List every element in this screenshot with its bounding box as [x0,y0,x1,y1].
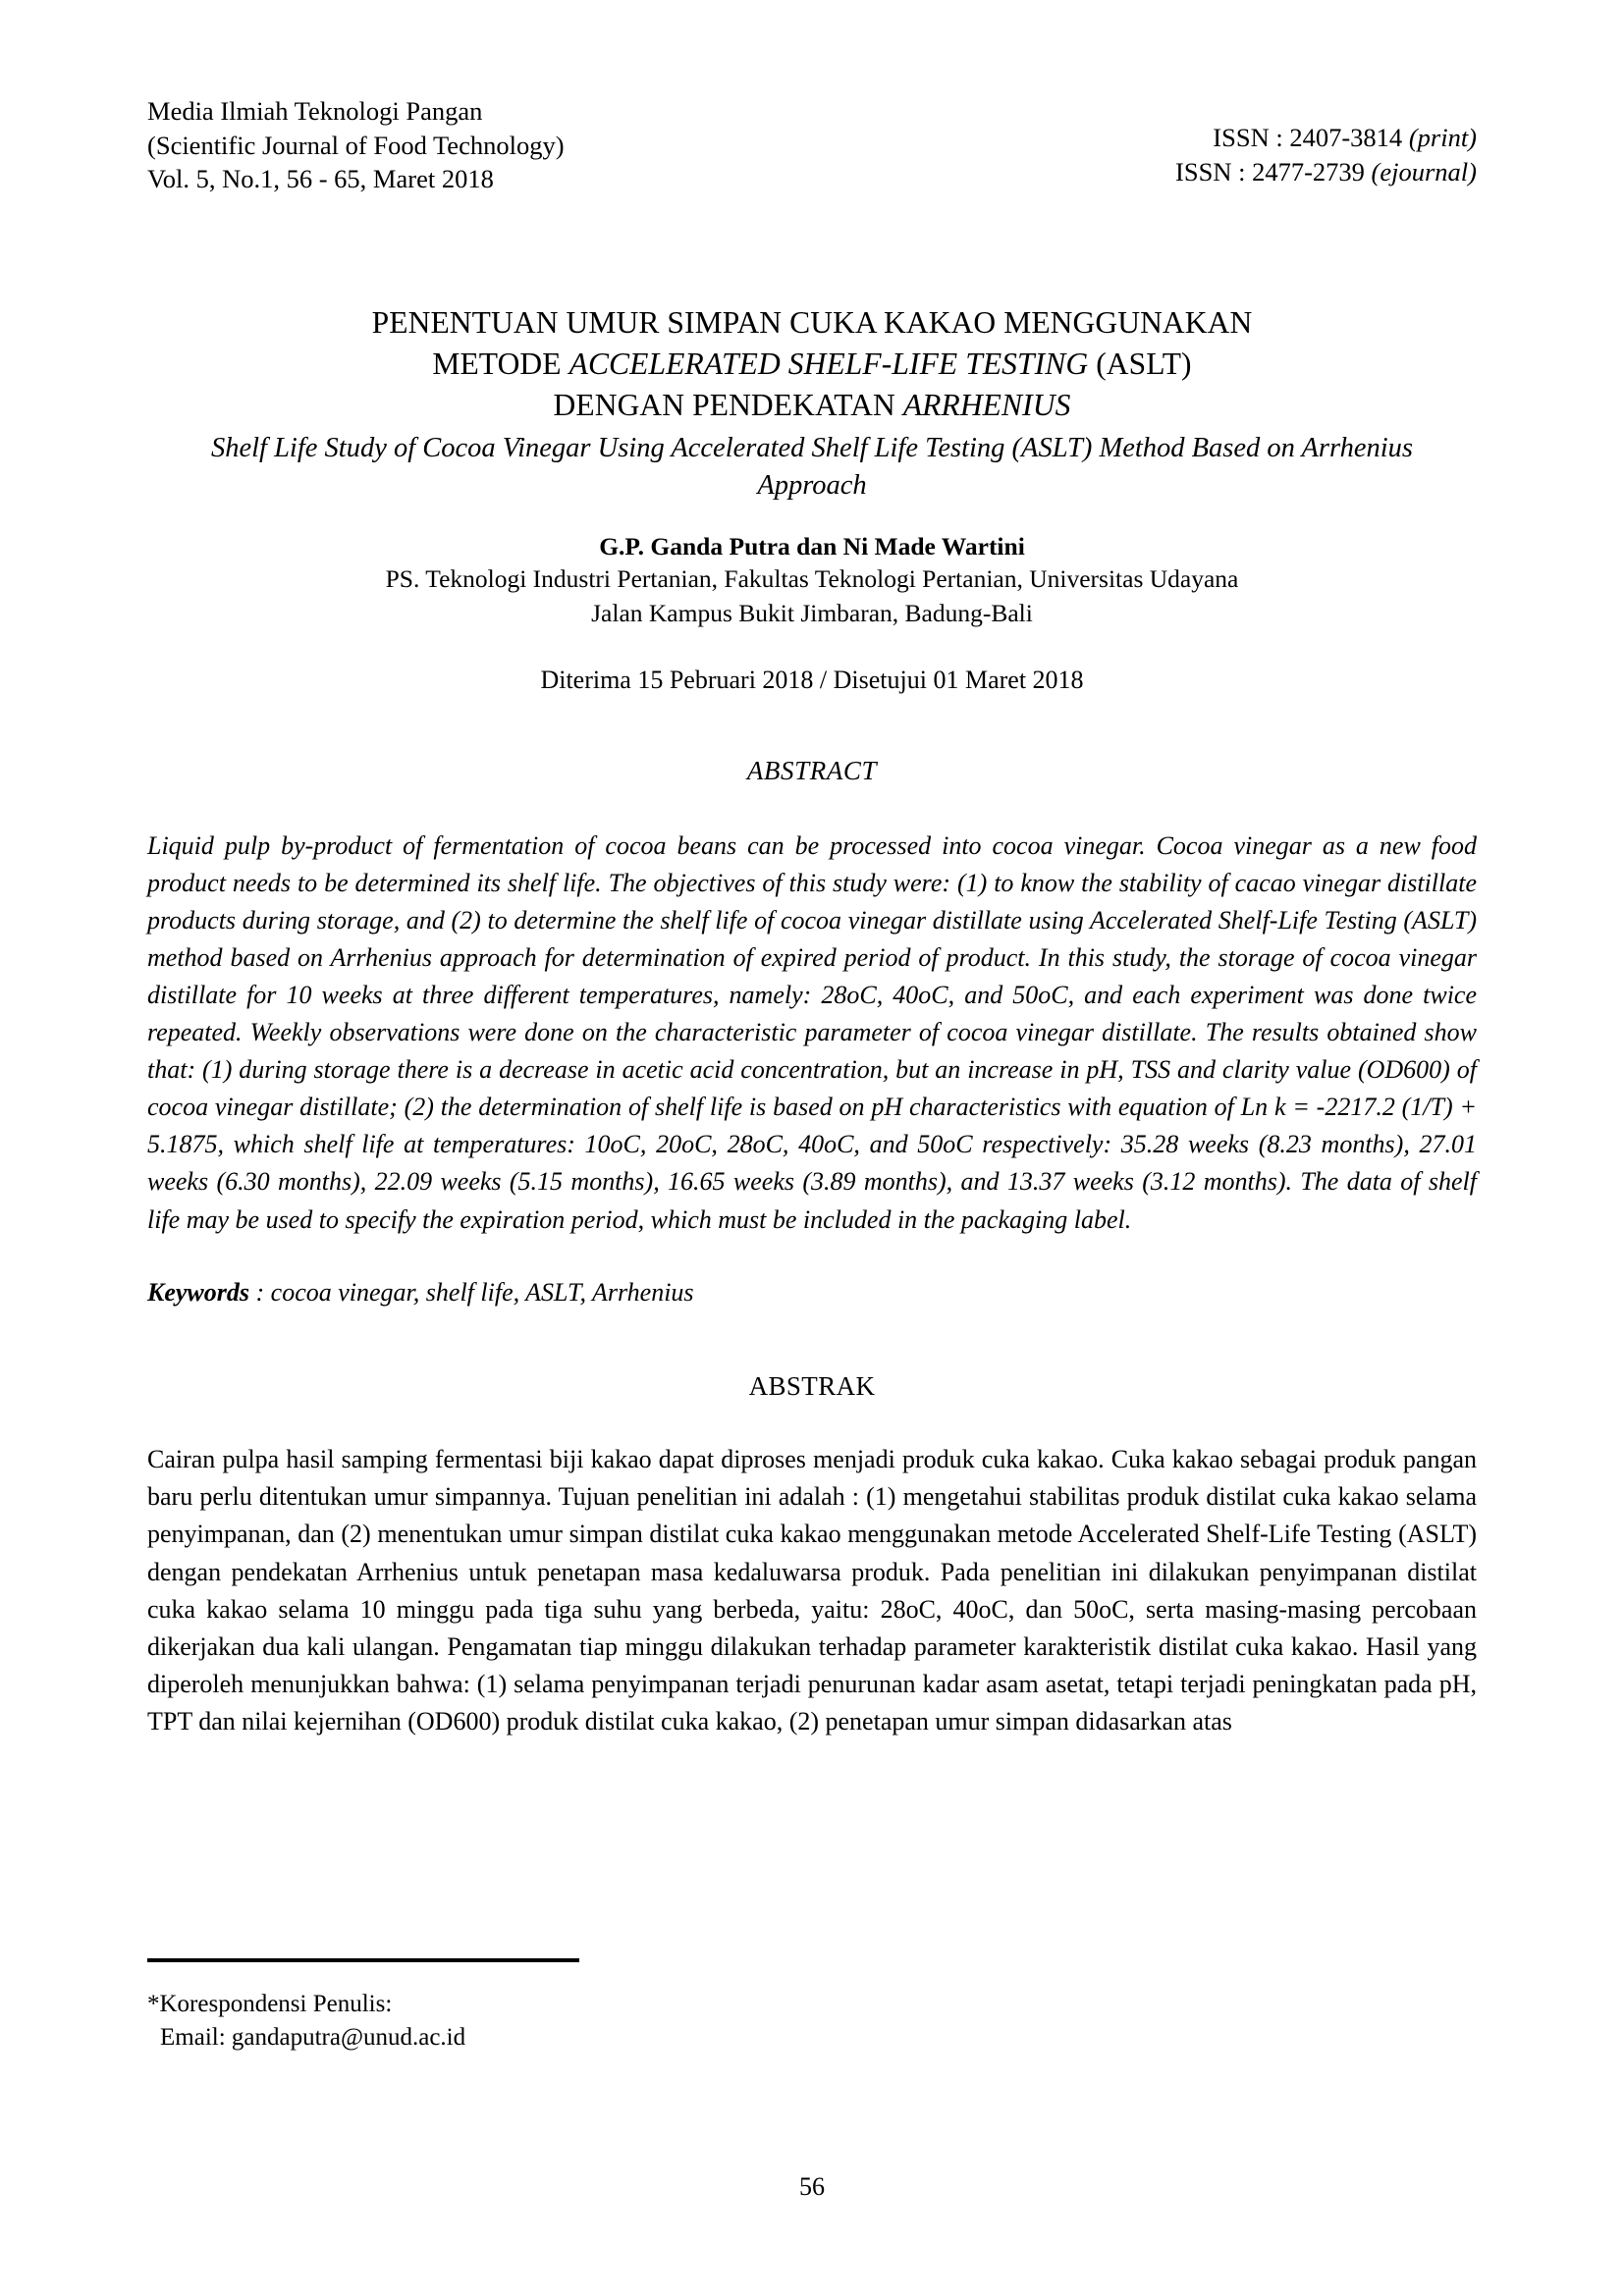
title-line-2-method: ACCELERATED SHELF-LIFE TESTING [568,347,1089,381]
title-line-2-suffix: (ASLT) [1088,347,1192,381]
author-affiliation-line-2: Jalan Kampus Bukit Jimbaran, Badung-Bali [591,598,1033,627]
title-line-3-approach: ARRHENIUS [902,387,1071,422]
corresponding-author-note: *Korespondensi Penulis: [147,1991,393,2017]
title-line-1: PENENTUAN UMUR SIMPAN CUKA KAKAO MENGGUNAKAN [371,305,1253,341]
title-english-subtitle: Shelf Life Study of Cocoa Vinegar Using Accelerated Shelf Life Testing (ASLT) Method Based on Arrhenius Approach [210,432,1414,501]
issn-ejournal [1175,155,1477,189]
masthead-right [1175,94,1477,188]
title-block [147,302,1477,504]
masthead-left [147,94,565,196]
volume-issue-line: Vol. 5, No.1, 56 - 65, Maret 2018 [147,164,494,194]
title-line-2-prefix: METODE [432,347,569,381]
abstract-body-english: Liquid pulp by-product of fermentation of cocoa beans can be processed into cocoa vinegar. Cocoa vinegar as a new food product needs to be determined its shelf life. The objectives of this study were: (1) to know the stability of cacao vinegar distillate products during storage, and (2) to determine the shelf life of cocoa vinegar distillate using Accelerated Shelf-Life Testing (ASLT) method based on Arrhenius approach for determination of expired period of product. In this study, the storage of cocoa vinegar distillate for 10 weeks at three different temperatures, namely: 28oC, 40oC, and 50oC, and each experiment was done twice repeated. Weekly observations were done on the characteristic parameter of cocoa vinegar distillate. The results obtained show that: (1) during storage there is a decrease in acetic acid concentration, but an increase in pH, TSS and clarity value (OD600) of cocoa vinegar distillate; (2) the determination of shelf life is based on pH characteristics with equation of Ln k = -2217.2 (1/T) + 5.1875, which shelf life at temperatures: 10oC, 20oC, 28oC, 40oC, and 50oC respectively: 35.28 weeks (8.23 months), 27.01 weeks (6.30 months), 22.09 weeks (5.15 months), 16.65 weeks (3.89 months), and 13.37 weeks (3.12 months). The data of shelf life may be used to specify the expiration period, which must be included in the packaging label. [147,830,1477,1234]
keywords-separator: : [249,1277,271,1307]
title-line-3-prefix: DENGAN PENDEKATAN [553,387,903,422]
page-number: 56 [799,2172,825,2201]
keywords-line [147,1274,1477,1311]
author-block [147,530,1477,630]
title-line-3 [147,385,1477,426]
abstract-heading-english: ABSTRACT [746,755,878,785]
keywords-label: Keywords [147,1277,249,1307]
corresponding-author-email: Email: gandaputra@unud.ac.id [160,2024,466,2051]
abstract-heading-indonesian: ABSTRAK [748,1371,876,1402]
footnote-block [147,1958,1031,2055]
author-names: G.P. Ganda Putra dan Ni Made Wartini [599,531,1025,561]
issn-print-medium: (print) [1408,123,1477,152]
keywords-values: cocoa vinegar, shelf life, ASLT, Arrhenius [270,1277,694,1307]
masthead [147,94,1477,196]
submission-dates: Diterima 15 Pebruari 2018 / Disetujui 01 Maret 2018 [540,665,1084,694]
author-affiliation-line-1: PS. Teknologi Industri Pertanian, Fakultas Teknologi Pertanian, Universitas Udayana [385,564,1239,594]
journal-name: Media Ilmiah Teknologi Pangan [147,96,483,126]
journal-name-english: (Scientific Journal of Food Technology) [147,130,565,160]
issn-print [1175,121,1477,155]
title-line-2 [147,344,1477,385]
abstract-body-indonesian: Cairan pulpa hasil samping fermentasi biji kakao dapat diproses menjadi produk cuka kakao. Cuka kakao sebagai produk pangan baru perlu ditentukan umur simpannya. Tujuan penelitian ini adalah : (1) mengetahui stabilitas produk distilat cuka kakao selama penyimpanan, dan (2) menentukan umur simpan distilat cuka kakao menggunakan metode Accelerated Shelf-Life Testing (ASLT) dengan pendekatan Arrhenius untuk penetapan masa kedaluwarsa produk. Pada penelitian ini dilakukan penyimpanan distilat cuka kakao selama 10 minggu pada tiga suhu yang berbeda, yaitu: 28oC, 40oC, dan 50oC, serta masing-masing percobaan dikerjakan dua kali ulangan. Pengamatan tiap minggu dilakukan terhadap parameter karakteristik distilat cuka kakao. Hasil yang diperoleh menunjukkan bahwa: (1) selama penyimpanan terjadi penurunan kadar asam asetat, tetapi terjadi peningkatan pada pH, TPT dan nilai kejernihan (OD600) produk distilat cuka kakao, (2) penetapan umur simpan didasarkan atas [147,1445,1477,1735]
footnote-separator-rule [147,1958,579,1962]
issn-ejournal-medium: (ejournal) [1371,156,1477,187]
issn-ejournal-number: ISSN : 2477-2739 [1175,156,1372,187]
issn-print-number: ISSN : 2407-3814 [1213,123,1409,152]
